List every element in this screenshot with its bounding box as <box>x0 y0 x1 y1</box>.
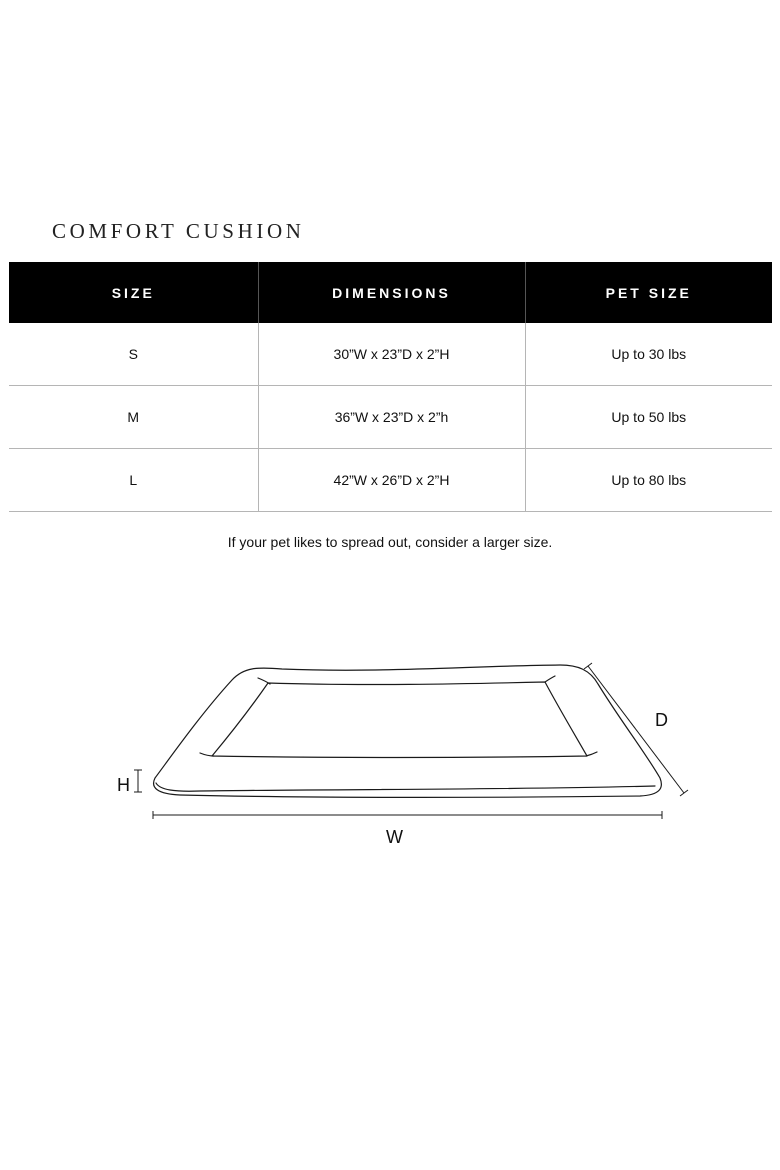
height-label: H <box>117 775 130 795</box>
column-header-pet-size: PET SIZE <box>525 262 772 323</box>
cushion-corner-tuck <box>200 753 214 756</box>
pet-size-cell: Up to 30 lbs <box>525 323 772 386</box>
cushion-outer-outline <box>154 665 662 797</box>
sizing-note: If your pet likes to spread out, consider a larger size. <box>227 534 553 550</box>
cushion-corner-tuck <box>586 752 597 756</box>
width-label: W <box>386 827 403 847</box>
size-chart-table <box>9 262 772 512</box>
cushion-front-edge <box>156 783 655 791</box>
size-cell: M <box>9 386 258 449</box>
pet-size-cell: Up to 50 lbs <box>525 386 772 449</box>
table-row <box>9 386 772 449</box>
dimensions-cell: 30”W x 23”D x 2”H <box>258 323 525 386</box>
table-row <box>9 449 772 512</box>
page-title: COMFORT CUSHION <box>52 219 305 243</box>
column-header-size: SIZE <box>9 262 258 323</box>
cushion-corner-tuck <box>258 678 270 684</box>
depth-label: D <box>655 710 668 730</box>
cushion-corner-tuck <box>545 676 555 682</box>
cushion-inner-outline <box>212 682 587 758</box>
table-row <box>9 323 772 386</box>
depth-indicator-line <box>588 666 684 793</box>
cushion-dimension-diagram <box>0 640 780 870</box>
dimensions-cell: 36”W x 23”D x 2”h <box>258 386 525 449</box>
dimensions-cell: 42”W x 26”D x 2”H <box>258 449 525 512</box>
size-cell: S <box>9 323 258 386</box>
column-header-dimensions: DIMENSIONS <box>258 262 525 323</box>
size-cell: L <box>9 449 258 512</box>
pet-size-cell: Up to 80 lbs <box>525 449 772 512</box>
table-header-row <box>9 262 772 323</box>
